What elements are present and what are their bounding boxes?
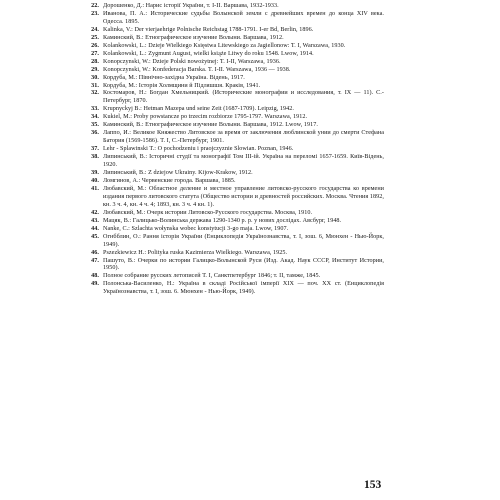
- entry-text: Мацяк, В.: Галицько-Волинська держава 1290-1340 р. р. у нових дослідах. Авсбург, 1948.: [103, 217, 342, 224]
- entry-text: Кордуба, М.: Північно-західна Україна. Відень, 1917.: [103, 74, 245, 81]
- entry-number: 39.: [91, 170, 99, 177]
- bibliography-entry: [84, 106, 384, 114]
- entry-text: Полное собрание русских летописей Т. I, Санктпетербург 1846; т. II, тамже, 1845.: [103, 273, 321, 280]
- entry-number: 43.: [91, 217, 99, 224]
- entry-text: Каминский, В.: Етнографическое изучение Волыни. Варшава, 1912.: [103, 34, 284, 41]
- entry-number: 24.: [91, 26, 99, 33]
- bibliography-entry: [84, 11, 384, 27]
- entry-text: Каминский, В.: Етнографическое изучение Волыни. Варшава, 1912. Lwow, 1917.: [103, 122, 318, 129]
- bibliography-entry: [84, 51, 384, 59]
- entry-number: 29.: [91, 66, 99, 73]
- bibliography-entry: [84, 281, 384, 297]
- bibliography-entry: [84, 186, 384, 210]
- entry-text: Kolankowski, L.: Zygmunt August, wielki książe Litwy do roku 1548. Lwow, 1914.: [103, 50, 314, 57]
- entry-text: Дорошенко, Д.: Нарис історії України, т. І-ІІ. Варшава, 1932-1933.: [103, 3, 279, 9]
- bibliography-entry: [84, 75, 384, 83]
- entry-number: 27.: [91, 50, 99, 57]
- entry-number: 40.: [91, 177, 99, 184]
- entry-number: 35.: [91, 122, 99, 129]
- entry-text: Ломгинов, А.: Червенские города. Варшава, 1885.: [103, 177, 236, 184]
- bibliography-entry: [84, 43, 384, 51]
- entry-text: Лаппо, И.: Великое Княжество Литовское за время от заключения люблинской унии до смерти Стефана Батория (1569-1586). Т. I, С.-Петербург, 1901.: [103, 130, 384, 145]
- entry-number: 47.: [91, 257, 99, 264]
- entry-text: Костомаров, Н.: Богдан Хмельницкий. (Исторические монографии и исследования, т. IX — 11). С.-Петербург, 1870.: [103, 90, 384, 105]
- entry-text: Липинський, В.: Історичні студії та монографії Том III-ій. Україна на переломі 1657-1659. Київ-Відень, 1920.: [103, 154, 384, 169]
- entry-text: Полонська-Василенко, Н.: Україна в складі Російської імперії XIX — поч. XX ст. (Енциклопедія Українознавства, т. I, зош. 6. Мюнхен - Нью-Йорк, 1949).: [103, 281, 384, 296]
- entry-text: Огнбблин, О.: Рання історія України (Енциклопедія Українознавства, т. I, зош. 6, Мюнхен - Нью-Йорк, 1949).: [103, 233, 384, 248]
- entry-number: 41.: [91, 185, 99, 192]
- entry-number: 28.: [91, 58, 99, 65]
- entry-number: 34.: [91, 114, 99, 121]
- entry-number: 31.: [91, 82, 99, 89]
- entry-number: 49.: [91, 281, 99, 288]
- entry-number: 30.: [91, 74, 99, 81]
- entry-number: 38.: [91, 154, 99, 161]
- entry-text: Иванова, П. А.: Исторические судьбы Волынской земли с древнейших времен до конца XIV века. Одесса. 1895.: [103, 10, 384, 25]
- bibliography-entry: [84, 146, 384, 154]
- bibliography-entry: [84, 170, 384, 178]
- entry-text: Любавский, М.: Очерк истории Литовско-Русского государства. Москва, 1910.: [103, 209, 313, 216]
- bibliography-entry: [84, 3, 384, 11]
- bibliography-list: [84, 3, 384, 297]
- entry-number: 46.: [91, 249, 99, 256]
- entry-text: Kukiel, M.: Proby powstancze po trzecim rozbiorze 1795-1797. Warszawa, 1912.: [103, 114, 308, 121]
- entry-text: Липинський, В.: Z dziejow Ukrainy. Kijow-Krakow, 1912.: [103, 170, 253, 177]
- entry-text: Любавский, М.: Областное деление и местное управление литовско-русского государства ко времени издания первого литовского статута (Общество истории и древностей российских. Москва. Чтения 1892, кн. 3 ч. 4, кн. 4 ч. 4; 1893, кн. 3 ч. 4 кн. 1).: [103, 185, 384, 208]
- entry-text: Krupnyckyj B.: Hetman Mazepa und seine Zeit (1687-1709). Leipzig, 1942.: [103, 106, 294, 113]
- bibliography-entry: [84, 90, 384, 106]
- entry-number: 26.: [91, 42, 99, 49]
- entry-text: Пашуто, В.: Очерки по истории Галицко-Волынской Руси (Изд. Акад. Наук СССР, Институт Истории, 1950).: [103, 257, 384, 272]
- bibliography-entry: [84, 210, 384, 218]
- bibliography-entry: [84, 234, 384, 250]
- entry-number: 44.: [91, 225, 99, 232]
- entry-number: 25.: [91, 34, 99, 41]
- bibliography-entry: [84, 59, 384, 67]
- bibliography-entry: [84, 27, 384, 35]
- entry-text: Kolankowski, L.: Dzieje Wielkiego Księstwa Litewskiego za Jagiellonow: T. I, Warszawa, 1930.: [103, 42, 346, 49]
- entry-text: Konopczynski, W.: Konfederacja Barska. T. I-II. Warszawa, 1936 — 1938.: [103, 66, 291, 73]
- bibliography-entry: [84, 218, 384, 226]
- bibliography-entry: [84, 258, 384, 274]
- entry-text: Kalinka, V.: Der vierjaehrige Polnische Reichstag 1788-1791. I-er Bd, Berlin, 1896.: [103, 26, 314, 33]
- bibliography-entry: [84, 250, 384, 258]
- entry-number: 48.: [91, 273, 99, 280]
- entry-number: 42.: [91, 209, 99, 216]
- bibliography-entry: [84, 178, 384, 186]
- entry-text: Lehr - Splawinski T.: O pochodzeniu i praojczyznie Slowian. Poznan, 1946.: [103, 146, 294, 153]
- entry-text: Nanke, C.: Szlachta wołynska wobec konstytucji 3-go maja. Lwow, 1907.: [103, 225, 289, 232]
- entry-number: 37.: [91, 146, 99, 153]
- entry-text: Konopczynski, W.: Dzieje Polski nowożytnej: T. I-II, Warszawa, 1936.: [103, 58, 281, 65]
- entry-number: 33.: [91, 106, 99, 113]
- entry-number: 22.: [91, 3, 99, 9]
- bibliography-entry: [84, 154, 384, 170]
- entry-number: 45.: [91, 233, 99, 240]
- entry-number: 23.: [91, 10, 99, 17]
- entry-number: 36.: [91, 130, 99, 137]
- bibliography-entry: [84, 35, 384, 43]
- bibliography-entry: [84, 67, 384, 75]
- entry-text: Pszezkiewicz H.: Polityka ruska Kazimierza Wielkiego. Warszawa, 1925.: [103, 249, 288, 256]
- bibliography-entry: [84, 130, 384, 146]
- page-number: 153: [364, 479, 382, 491]
- entry-text: Кордуба, М.: Історія Холмщини й Підляшшя. Краків, 1941.: [103, 82, 261, 89]
- entry-number: 32.: [91, 90, 99, 97]
- bibliography-entry: [84, 226, 384, 234]
